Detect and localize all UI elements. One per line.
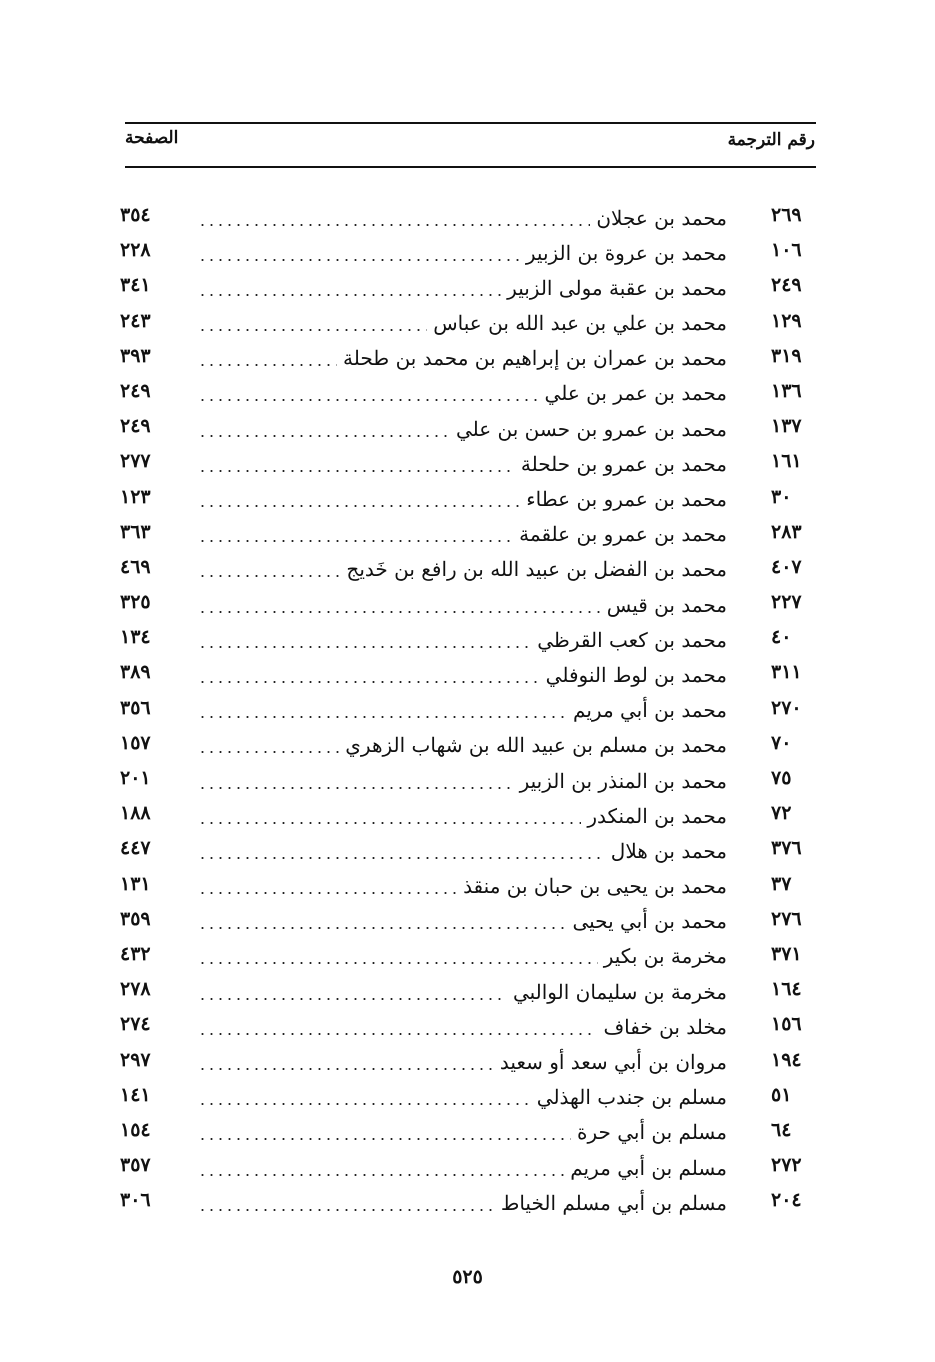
dot-leader — [198, 1209, 495, 1211]
entry-number: ٧٢ — [771, 802, 792, 825]
dot-leader — [198, 399, 539, 401]
entry-number: ١٥٦ — [771, 1013, 802, 1036]
entry-name: محمد بن عمرو بن عطاء — [526, 487, 727, 511]
entry-name: محمد بن يحيى بن حبان بن منقذ — [463, 874, 727, 899]
entry-name-area — [198, 306, 727, 341]
entry-name-area — [198, 728, 727, 763]
entry-name-area — [198, 1115, 727, 1150]
entry-name: محمد بن الفضل بن عبيد الله بن رافع بن خَديج — [346, 557, 727, 582]
entry-number: ٢٦٩ — [771, 204, 802, 226]
index-row — [120, 376, 815, 411]
entry-page: ٣٦٣ — [120, 520, 151, 543]
entry-name-area — [198, 270, 727, 305]
entry-name: محمد بن عمرو بن حلحلة — [520, 451, 727, 476]
dot-leader — [198, 470, 515, 472]
dot-leader — [198, 540, 513, 542]
entry-page: ٢٩٧ — [120, 1048, 151, 1071]
entry-number: ٤٠٧ — [771, 555, 802, 578]
index-row — [120, 446, 815, 481]
index-row — [120, 235, 815, 270]
entry-name-area — [198, 974, 727, 1009]
entry-name-area — [198, 693, 727, 728]
index-row — [120, 622, 815, 657]
entry-name-area — [198, 833, 727, 868]
index-row — [120, 482, 815, 517]
entry-page: ٢٧٤ — [120, 1013, 151, 1036]
entry-number: ٧٥ — [771, 767, 792, 789]
dot-leader — [198, 259, 520, 261]
entry-number: ١٣٧ — [771, 415, 802, 438]
index-row — [120, 341, 815, 376]
dot-leader — [198, 787, 514, 789]
entry-number: ٤٠ — [771, 626, 792, 649]
entry-page: ٤٤٧ — [120, 837, 151, 860]
dot-leader — [198, 1138, 571, 1140]
entry-page: ٤٣٢ — [120, 942, 151, 965]
dot-leader — [198, 927, 566, 929]
entry-number: ١٢٩ — [771, 309, 802, 332]
column-header-page: الصفحة — [125, 128, 179, 148]
entry-name: مخرمة بن بكير — [603, 944, 727, 969]
entry-page: ٢٠١ — [120, 767, 151, 789]
entry-name: مسلم بن أبي حرة — [576, 1120, 727, 1145]
dot-leader — [198, 822, 581, 824]
entry-name: محمد بن عروة بن الزبير — [525, 240, 727, 265]
dot-leader — [198, 716, 567, 718]
entry-page: ٢٧٧ — [120, 450, 151, 473]
entry-name-area — [198, 622, 727, 657]
index-row — [120, 306, 815, 341]
column-header-entry-number: رقم الترجمة — [727, 130, 815, 150]
entry-name: محمد بن أبي مريم — [573, 698, 727, 723]
index-row — [120, 1150, 815, 1185]
entry-number: ١٣٦ — [771, 379, 802, 402]
entry-name-area — [198, 341, 727, 376]
dot-leader — [198, 611, 601, 613]
index-row — [120, 798, 815, 833]
dot-leader — [198, 505, 520, 507]
dot-leader — [198, 224, 590, 226]
entry-name: محمد بن عمر بن علي — [544, 381, 727, 406]
entry-name: مسلم بن جندب الهذلي — [536, 1085, 727, 1110]
index-row — [120, 552, 815, 587]
entry-name-area — [198, 200, 727, 235]
entry-name: محمد بن كعب القرظي — [537, 627, 727, 652]
entry-page: ١٣١ — [120, 872, 151, 895]
index-row — [120, 869, 815, 904]
entry-number: ٣٠ — [771, 485, 792, 508]
index-row — [120, 587, 815, 622]
dot-leader — [198, 1103, 531, 1105]
dot-leader — [198, 1033, 597, 1035]
entry-number: ٢٠٤ — [771, 1189, 802, 1212]
entry-page: ٢٧٨ — [120, 978, 151, 1001]
entry-page: ٣٨٩ — [120, 661, 151, 684]
index-row — [120, 270, 815, 305]
entry-page: ١٤١ — [120, 1083, 151, 1106]
entry-page: ١٨٨ — [120, 802, 151, 825]
index-row — [120, 411, 815, 446]
entry-number: ٢٧٠ — [771, 696, 802, 719]
entry-name: محمد بن المنكدر — [587, 803, 727, 828]
dot-leader — [198, 962, 598, 964]
entry-number: ٢٨٣ — [771, 520, 802, 543]
entry-name-area — [198, 446, 727, 481]
entry-page: ٢٢٨ — [120, 239, 151, 262]
entry-name-area — [198, 939, 727, 974]
entry-name: مخلد بن خفاف — [603, 1014, 727, 1039]
entry-page: ١٥٤ — [120, 1118, 151, 1141]
entry-page: ٣٢٥ — [120, 591, 151, 614]
entry-name: محمد بن هلال — [610, 838, 727, 863]
entry-page: ١٥٧ — [120, 731, 151, 754]
index-row — [120, 200, 815, 235]
entry-name-area — [198, 376, 727, 411]
index-row — [120, 728, 815, 763]
index-row — [120, 1009, 815, 1044]
entry-name-area — [198, 904, 727, 939]
dot-leader — [198, 364, 337, 366]
entry-name-area — [198, 235, 727, 270]
entry-page: ٣٤١ — [120, 274, 151, 297]
entry-number: ٢٤٩ — [771, 274, 802, 297]
entry-name: محمد بن عمرو بن حسن بن علي — [455, 416, 727, 441]
entry-number: ١٩٤ — [771, 1048, 802, 1071]
entry-number: ٣٧٦ — [771, 837, 802, 860]
entry-number: ٣٧١ — [771, 942, 802, 965]
header-rule-top — [125, 122, 816, 124]
entry-name: محمد بن عمرو بن علقمة — [519, 522, 727, 547]
header-rule-bottom — [125, 166, 816, 168]
entry-number: ٣١٩ — [771, 344, 802, 367]
entry-name-area — [198, 1080, 727, 1115]
entry-name-area — [198, 869, 727, 904]
entry-page: ٣٥٦ — [120, 696, 151, 719]
entry-page: ٣٩٣ — [120, 344, 151, 367]
entry-number: ٦٤ — [771, 1118, 792, 1141]
entry-name: محمد بن عمران بن إبراهيم بن محمد بن طحلة — [343, 346, 727, 371]
entry-name: محمد بن أبي يحيى — [572, 909, 727, 934]
index-row — [120, 1045, 815, 1080]
dot-leader — [198, 751, 339, 753]
entry-number: ١٦١ — [771, 450, 802, 473]
entry-page: ٣٥٤ — [120, 204, 151, 226]
entry-name: مسلم بن أبي مسلم الخياط — [500, 1190, 727, 1215]
entry-name-area — [198, 798, 727, 833]
dot-leader — [198, 892, 457, 894]
entry-page: ٢٤٣ — [120, 309, 151, 332]
entry-name: محمد بن مسلم بن عبيد الله بن شهاب الزهري — [345, 733, 727, 758]
index-row — [120, 939, 815, 974]
entry-page: ٢٤٩ — [120, 379, 151, 402]
entry-page: ١٣٤ — [120, 626, 151, 649]
entry-name: محمد بن عقبة مولى الزبير — [507, 275, 727, 300]
dot-leader — [198, 681, 540, 683]
index-row — [120, 763, 815, 798]
entry-number: ٢٢٧ — [771, 591, 802, 614]
entry-number: ١٠٦ — [771, 239, 802, 262]
dot-leader — [198, 646, 531, 648]
index-row — [120, 517, 815, 552]
entry-name-area — [198, 657, 727, 692]
dot-leader — [198, 1068, 494, 1070]
entry-name-area — [198, 1045, 727, 1080]
entry-name: محمد بن علي بن عبد الله بن عباس — [433, 311, 727, 336]
index-row — [120, 1185, 815, 1220]
entry-number: ٥١ — [771, 1083, 792, 1106]
entry-name-area — [198, 482, 727, 517]
index-row — [120, 904, 815, 939]
entry-number: ٣٧ — [771, 872, 792, 895]
index-entries — [120, 200, 815, 1220]
entry-name: مروان بن أبي سعد أو سعيد — [499, 1050, 727, 1074]
entry-page: ١٢٣ — [120, 485, 151, 508]
entry-page: ٢٤٩ — [120, 415, 151, 438]
dot-leader — [198, 435, 450, 437]
dot-leader — [198, 998, 507, 1000]
entry-name-area — [198, 1185, 727, 1220]
index-row — [120, 974, 815, 1009]
entry-name-area — [198, 1009, 727, 1044]
dot-leader — [198, 294, 501, 296]
entry-number: ٢٧٢ — [771, 1154, 802, 1177]
entry-number: ٣١١ — [771, 661, 802, 684]
entry-name: مسلم بن أبي مريم — [570, 1155, 727, 1180]
entry-name-area — [198, 552, 727, 587]
entry-name-area — [198, 1150, 727, 1185]
index-row — [120, 657, 815, 692]
index-row — [120, 1115, 815, 1150]
index-row — [120, 833, 815, 868]
entry-name-area — [198, 411, 727, 446]
entry-name: محمد بن المنذر بن الزبير — [519, 768, 727, 793]
index-row — [120, 1080, 815, 1115]
entry-name: محمد بن لوط النوفلي — [545, 662, 727, 687]
entry-name-area — [198, 517, 727, 552]
index-row — [120, 693, 815, 728]
entry-name: محمد بن عجلان — [596, 205, 727, 230]
entry-name: محمد بن قيس — [606, 592, 727, 617]
dot-leader — [198, 1174, 564, 1176]
entry-name-area — [198, 587, 727, 622]
entry-page: ٣٥٧ — [120, 1154, 151, 1177]
page-number: ٥٢٥ — [452, 1266, 483, 1288]
entry-page: ٣٠٦ — [120, 1189, 151, 1212]
entry-number: ٧٠ — [771, 731, 792, 754]
dot-leader — [198, 575, 340, 577]
entry-number: ١٦٤ — [771, 978, 802, 1001]
entry-name-area — [198, 763, 727, 798]
entry-page: ٣٥٩ — [120, 907, 151, 930]
dot-leader — [198, 329, 427, 331]
entry-number: ٢٧٦ — [771, 907, 802, 930]
entry-name: مخرمة بن سليمان الوالبي — [512, 979, 727, 1004]
entry-page: ٤٦٩ — [120, 555, 151, 578]
dot-leader — [198, 857, 605, 859]
